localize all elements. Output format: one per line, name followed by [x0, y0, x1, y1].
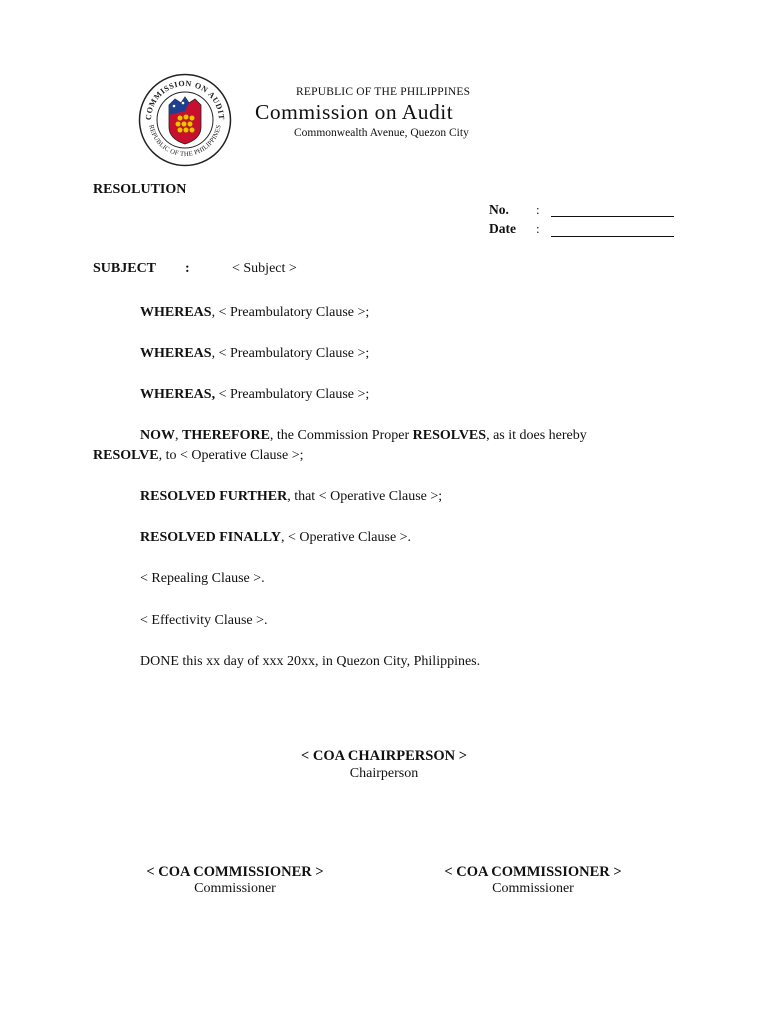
chairperson-signature-block [234, 748, 534, 782]
agency-name: Commission on Audit [255, 100, 454, 124]
commissioner-right-title: Commissioner [492, 881, 574, 896]
coa-seal-logo [138, 73, 232, 167]
number-colon: : [536, 202, 540, 217]
subject-label: SUBJECT [93, 261, 157, 276]
number-field-line [551, 216, 674, 217]
svg-text:COMMISSION ON AUDIT: COMMISSION ON AUDIT [143, 78, 227, 121]
whereas-clause-2: WHEREAS, < Preambulatory Clause >; [140, 346, 370, 361]
svg-text:REPUBLIC OF THE PHILIPPINES: REPUBLIC OF THE PHILIPPINES [147, 124, 223, 159]
commissioner-right-signature-block [413, 864, 653, 897]
agency-address: Commonwealth Avenue, Quezon City [294, 127, 469, 139]
commissioner-left-signature-block [115, 864, 355, 897]
chairperson-name: < COA CHAIRPERSON > [301, 748, 467, 764]
resolved-further-clause: RESOLVED FURTHER, that < Operative Clause >; [140, 489, 443, 504]
repealing-clause: < Repealing Clause >. [140, 571, 265, 586]
date-field-line [551, 236, 674, 237]
resolved-finally-clause: RESOLVED FINALLY, < Operative Clause >. [140, 530, 412, 545]
subject-colon: : [185, 261, 190, 276]
whereas-clause-3: WHEREAS, < Preambulatory Clause >; [140, 387, 370, 402]
date-colon: : [536, 221, 540, 236]
document-title: RESOLUTION [93, 182, 187, 197]
whereas-clause-1: WHEREAS, < Preambulatory Clause >; [140, 305, 370, 320]
republic-heading: REPUBLIC OF THE PHILIPPINES [296, 86, 471, 98]
subject-value: < Subject > [232, 261, 297, 276]
now-therefore-line-2: RESOLVE, to < Operative Clause >; [93, 448, 304, 463]
effectivity-clause: < Effectivity Clause >. [140, 613, 268, 628]
now-therefore-line-1: NOW, THEREFORE, the Commission Proper RESOLVES, as it does hereby [140, 428, 587, 443]
commissioner-left-title: Commissioner [194, 881, 276, 896]
commissioner-left-name: < COA COMMISSIONER > [146, 864, 324, 880]
number-label: No. [489, 202, 509, 217]
chairperson-title: Chairperson [349, 766, 419, 781]
commissioner-right-name: < COA COMMISSIONER > [444, 864, 622, 880]
date-label: Date [489, 221, 516, 236]
done-clause: DONE this xx day of xxx 20xx, in Quezon City, Philippines. [140, 654, 481, 669]
